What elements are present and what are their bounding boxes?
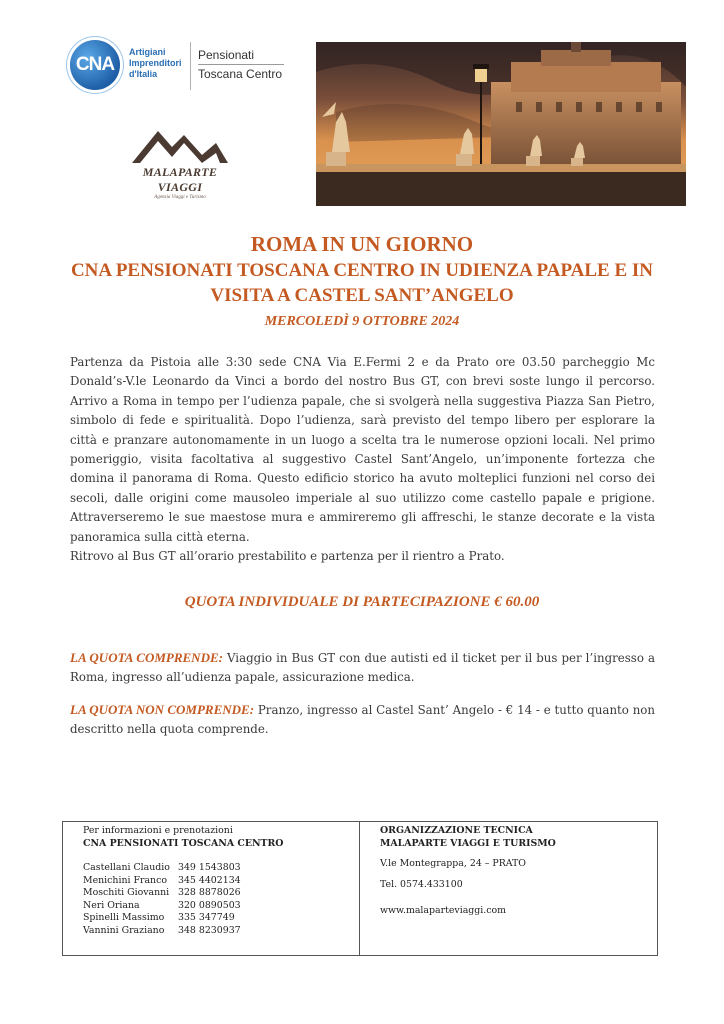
contacts-heading [83, 824, 283, 850]
contact-phone: 349 1543803 [178, 862, 241, 873]
excludes-text: Pranzo, ingresso al Castel Sant’ Angelo - € 14 - e tutto quanto non descritto nella quota comprende. [70, 703, 656, 737]
castel-sant-angelo-photo [316, 42, 686, 206]
event-date: MERCOLEDÌ 9 OTTOBRE 2024 [264, 314, 460, 329]
pens-line1: Pensionati [198, 48, 255, 62]
itinerary-description [70, 353, 655, 566]
organizer-address: V.le Montegrappa, 24 – PRATO [380, 858, 526, 869]
contact-phone: 320 0890503 [178, 899, 241, 911]
pens-line2: Toscana Centro [198, 67, 283, 81]
title-subtitle [0, 258, 724, 308]
contact-name: Castellani Claudio [83, 862, 170, 873]
agency-name: MALAPARTE VIAGGI [142, 165, 218, 194]
cna-name-line: d'Italia [129, 69, 158, 79]
contact-phone: 345 4402134 [178, 874, 241, 886]
price-heading: QUOTA INDIVIDUALE DI PARTECIPAZIONE € 60.00 [184, 594, 540, 610]
title-main: ROMA IN UN GIORNO [250, 232, 474, 256]
mountain-icon [128, 125, 232, 165]
organizer-heading [380, 824, 556, 850]
agency-tagline: Agenzia Viaggi e Turismo [154, 195, 206, 200]
contact-row [83, 862, 241, 875]
organizer-heading-line2: MALAPARTE VIAGGI E TURISMO [380, 838, 556, 849]
cna-name-line: Artigiani [129, 47, 166, 57]
includes-text: Viaggio in Bus GT con due autisti ed il ticket per il bus per l’ingresso a Roma, ingresso all’udienza papale, assicurazione medica. [70, 651, 656, 685]
contact-phone: 328 8878026 [178, 887, 241, 899]
includes-section [70, 648, 655, 688]
contact-box [62, 821, 658, 956]
contacts-list [83, 862, 241, 938]
organizer-column [360, 822, 657, 955]
contact-name: Vannini Graziano [83, 924, 165, 936]
cna-name-line: Imprenditori [129, 58, 182, 68]
itinerary-paragraph: Partenza da Pistoia alle 3:30 sede CNA Via E.Fermi 2 e da Prato ore 03.50 parcheggio Mc Donald’s-V.le Leonardo da Vinci a bordo del nostro Bus GT, con brevi soste lungo il percorso. Arrivo a Roma in tempo per l’udienza papale, che si svolgerà nella suggestiva Piazza San Pietro, simbolo di fede e spiritualità. Dopo l’udienza, sarà previsto del tempo libero per esplorare la città e pranzare autonomamente in un luogo a scelta tra le numerose opzioni locali. Nel primo pomeriggio, visita facoltativa al suggestivo Castel Sant’Angelo, un’imponente fortezza che domina il panorama di Roma. Questo edificio storico ha avuto molteplici funzioni nel corso dei secoli, dalle origini come mausoleo imperiale al suo utilizzo come castello papale e prigione. Attraverseremo le sue maestose mura e ammireremo gli affreschi, le stanze decorate e la vista panoramica sulla città eterna. [70, 355, 655, 544]
organizer-phone: Tel. 0574.433100 [380, 879, 463, 890]
contact-phone: 335 347749 [178, 912, 235, 924]
contacts-heading-line1: Per informazioni e prenotazioni [83, 825, 233, 836]
organizer-heading-line1: ORGANIZZAZIONE TECNICA [380, 825, 533, 836]
contact-row [83, 925, 241, 938]
contact-name: Neri Oriana [83, 899, 140, 911]
excludes-label: LA QUOTA NON COMPRENDE: [70, 702, 255, 717]
subtitle-line2: VISITA A CASTEL SANT’ANGELO [210, 285, 514, 306]
contact-phone: 348 8230937 [178, 924, 241, 936]
contact-row [83, 875, 241, 888]
cna-name [129, 47, 189, 80]
contacts-heading-line2: CNA PENSIONATI TOSCANA CENTRO [83, 838, 284, 849]
contact-name: Spinelli Massimo [83, 912, 165, 924]
contact-row [83, 887, 241, 900]
includes-label: LA QUOTA COMPRENDE: [70, 650, 223, 665]
cna-emblem [70, 40, 120, 90]
excludes-section [70, 700, 655, 740]
contact-name: Moschiti Giovanni [83, 887, 170, 899]
return-paragraph: Ritrovo al Bus GT all’orario prestabilito e partenza per il rientro a Prato. [70, 549, 505, 564]
contacts-column [63, 822, 360, 955]
subtitle-line1: CNA PENSIONATI TOSCANA CENTRO IN UDIENZA PAPALE E IN [70, 260, 654, 281]
contact-row [83, 900, 241, 913]
cna-mark: CNA [75, 54, 115, 75]
cna-pensionati-label [198, 46, 284, 83]
malaparte-logo [120, 125, 240, 200]
castle-illustration [316, 42, 686, 206]
contact-name: Menichini Franco [83, 874, 167, 886]
organizer-website-link[interactable]: www.malaparteviaggi.com [380, 905, 507, 916]
logo-divider [190, 42, 191, 90]
cna-logo [70, 40, 290, 92]
contact-row [83, 912, 241, 925]
